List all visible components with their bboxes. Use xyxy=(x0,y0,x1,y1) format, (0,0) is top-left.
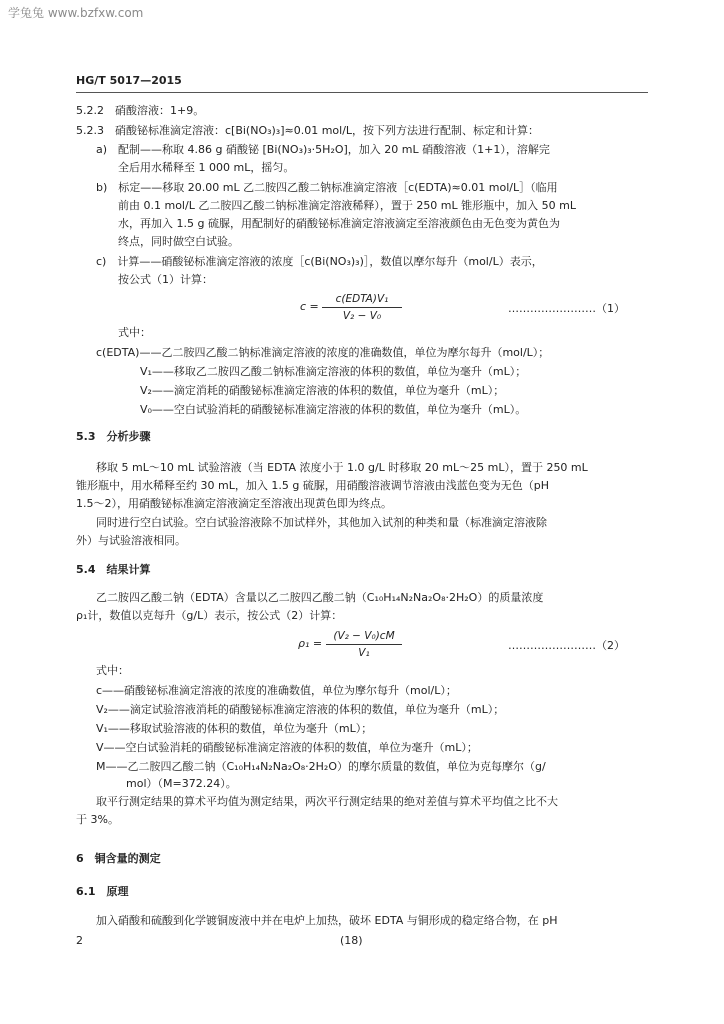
precision-line1: 取平行测定结果的算术平均值为测定结果，两次平行测定结果的绝对差值与算术平均值之比不大 xyxy=(96,795,558,808)
header-rule xyxy=(76,92,648,93)
item-b-line1: b) 标定——移取 20.00 mL 乙二胺四乙酸二钠标准滴定溶液［c(EDTA)≈0.01 mol/L］（临用 xyxy=(96,181,558,194)
formula-1-lhs: c = xyxy=(300,300,319,313)
def-v2-result: V₂——滴定试验溶液消耗的硝酸铋标准滴定溶液的体积的数值，单位为毫升（mL）； xyxy=(96,703,505,716)
formula-2-fraction xyxy=(326,629,402,660)
result-line1: 乙二胺四乙酸二钠（EDTA）含量以乙二胺四乙酸二钠（C₁₀H₁₄N₂Na₂O₈·2H₂O）的质量浓度 xyxy=(96,591,544,604)
section-5-3-heading: 5.3 分析步骤 xyxy=(76,430,151,443)
formula-2-denominator: V₁ xyxy=(358,647,370,659)
formula-1-number: ……………………（1） xyxy=(508,302,625,315)
formula-2-numerator: (V₂ − V₀)cM xyxy=(333,630,395,642)
formula-1-numerator: c(EDTA)V₁ xyxy=(335,293,389,305)
result-line2: ρ₁计，数值以克每升（g/L）表示，按公式（2）计算： xyxy=(76,609,343,622)
procedure-line3: 1.5～2），用硝酸铋标准滴定溶液滴定至溶液出现黄色即为终点。 xyxy=(76,497,392,510)
formula-1-denominator: V₂ − V₀ xyxy=(342,310,382,322)
def-v1-result: V₁——移取试验溶液的体积的数值，单位为毫升（mL）； xyxy=(96,722,373,735)
formula-1-bar xyxy=(322,307,402,308)
formula-2-lhs: ρ₁ = xyxy=(298,637,323,650)
procedure-line2: 锥形瓶中，用水稀释至约 30 mL，加入 1.5 g 硫脲，用硝酸溶液调节溶液由浅蓝色变为无色（pH xyxy=(76,479,550,492)
principle-line1: 加入硝酸和硫酸到化学镀铜废液中并在电炉上加热，破坏 EDTA 与铜形成的稳定络合物，在 pH xyxy=(96,914,558,927)
def-c: c——硝酸铋标准滴定溶液的浓度的准确数值，单位为摩尔每升（mol/L）； xyxy=(96,684,457,697)
page-number: 2 xyxy=(76,934,83,947)
item-b-line2: 前由 0.1 mol/L 乙二胺四乙酸二钠标准滴定溶液稀释），置于 250 mL 锥形瓶中，加入 50 mL xyxy=(118,199,576,212)
item-c-line1: c) 计算——硝酸铋标准滴定溶液的浓度［c(Bi(NO₃)₃)］，数值以摩尔每升（mol/L）表示， xyxy=(96,255,543,268)
where-label-2: 式中： xyxy=(96,664,129,677)
def-m-line2: mol）（M=372.24）。 xyxy=(126,777,237,790)
def-v-result: V——空白试验消耗的硝酸铋标准滴定溶液的体积的数值，单位为毫升（mL）； xyxy=(96,741,478,754)
formula-2-bar xyxy=(326,644,402,645)
procedure-line5: 外）与试验溶液相同。 xyxy=(76,534,186,547)
def-v2: V₂——滴定消耗的硝酸铋标准滴定溶液的体积的数值，单位为毫升（mL）； xyxy=(140,384,505,397)
section-5-4-heading: 5.4 结果计算 xyxy=(76,563,151,576)
procedure-line1: 移取 5 mL～10 mL 试验溶液（当 EDTA 浓度小于 1.0 g/L 时移取 20 mL～25 mL），置于 250 mL xyxy=(96,461,588,474)
precision-line2: 于 3%。 xyxy=(76,813,119,826)
section-6-heading: 6 铜含量的测定 xyxy=(76,852,161,865)
formula-1-fraction xyxy=(322,292,402,323)
def-v1: V₁——移取乙二胺四乙酸二钠标准滴定溶液的体积的数值，单位为毫升（mL）； xyxy=(140,365,527,378)
clause-5-2-2: 5.2.2 硝酸溶液：1+9。 xyxy=(76,104,205,117)
clause-5-2-3: 5.2.3 硝酸铋标准滴定溶液：c[Bi(NO₃)₃]≈0.01 mol/L，按下列方法进行配制、标定和计算： xyxy=(76,124,540,137)
item-c-line2: 按公式（1）计算： xyxy=(118,273,213,286)
formula-2-number: ……………………（2） xyxy=(508,639,625,652)
item-a-line2: 全后用水稀释至 1 000 mL，摇匀。 xyxy=(118,161,295,174)
item-b-line3: 水，再加入 1.5 g 硫脲，用配制好的硝酸铋标准滴定溶液滴定至溶液颜色由无色变为黄色为 xyxy=(118,217,560,230)
watermark: 学兔兔 www.bzfxw.com xyxy=(8,6,144,20)
def-c-edta: c(EDTA)——乙二胺四乙酸二钠标准滴定溶液的浓度的准确数值，单位为摩尔每升（mol/L）； xyxy=(96,346,550,359)
section-6-1-heading: 6.1 原理 xyxy=(76,885,129,898)
standard-code: HG/T 5017—2015 xyxy=(76,74,182,87)
item-a-line1: a) 配制——称取 4.86 g 硝酸铋 [Bi(NO₃)₃·5H₂O]，加入 20 mL 硝酸溶液（1+1），溶解完 xyxy=(96,143,550,156)
def-m-line1: M——乙二胺四乙酸二钠（C₁₀H₁₄N₂Na₂O₈·2H₂O）的摩尔质量的数值，单位为克每摩尔（g/ xyxy=(96,760,546,773)
procedure-line4: 同时进行空白试验。空白试验溶液除不加试样外，其他加入试剂的种类和量（标准滴定溶液除 xyxy=(96,516,547,529)
item-b-line4: 终点，同时做空白试验。 xyxy=(118,235,239,248)
def-v0: V₀——空白试验消耗的硝酸铋标准滴定溶液的体积的数值，单位为毫升（mL）。 xyxy=(140,403,527,416)
footer-center-mark: (18) xyxy=(340,934,363,947)
where-label-1: 式中： xyxy=(118,326,151,339)
